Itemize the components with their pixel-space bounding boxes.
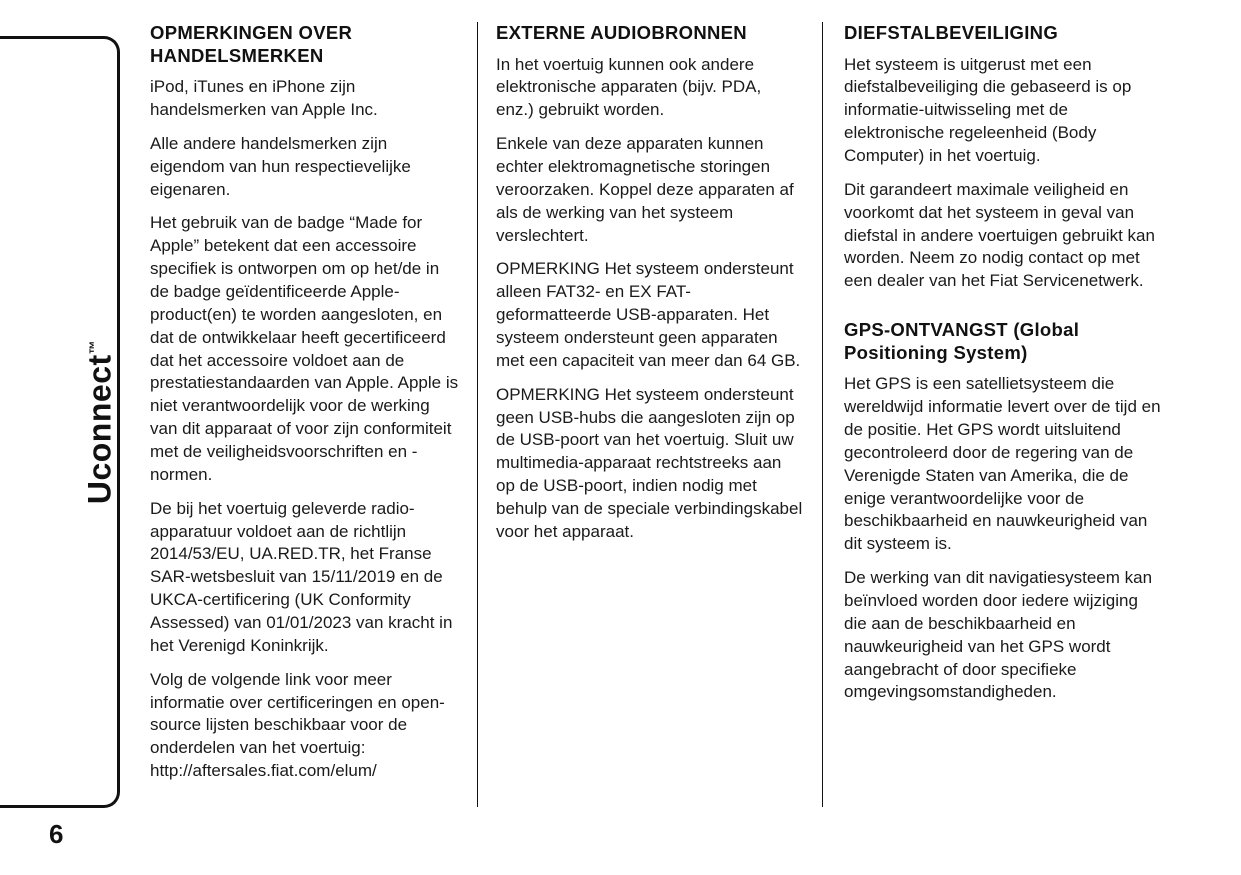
content-column-1 bbox=[150, 22, 460, 783]
paragraph: De bij het voertuig geleverde radio-apparatuur voldoet aan de richtlijn 2014/53/EU, UA.RED.TR, het Franse SAR-wetsbesluit van 15/11/2019 en de UKCA-certificering (UK Conformity Assessed) van 01/01/2023 van kracht in het Verenigd Koninkrijk. bbox=[150, 498, 453, 655]
paragraph: Het GPS is een satellietsysteem die wereldwijd informatie levert over de tijd en de positie. Het GPS wordt uitsluitend gecontroleerd door de regering van de Verenigde Staten van Amerika, die de enige verantwoordelijke voor de beschikbaarheid en nauwkeurigheid van dit systeem is. bbox=[844, 374, 1161, 554]
paragraph: Dit garandeert maximale veiligheid en voorkomt dat het systeem in geval van diefstal in andere voertuigen gebruikt kan worden. Neem zo nodig contact op met een dealer van het Fiat Servicenetwerk. bbox=[844, 179, 1155, 291]
paragraph: OPMERKING Het systeem ondersteunt geen USB-hubs die aangesloten zijn op de USB-poort van het voertuig. Sluit uw multimedia-apparaat rechtstreeks aan op de USB-poort, indien nodig met behulp van de speciale verbindingskabel voor het apparaat. bbox=[496, 384, 803, 541]
paragraph: Enkele van deze apparaten kunnen echter elektromagnetische storingen veroorzaken. Koppel deze apparaten af als de werking van het systeem verslechtert. bbox=[496, 134, 794, 245]
paragraph: OPMERKING Het systeem ondersteunt alleen FAT32- en EX FAT-geformatteerde USB-apparaten. Het systeem ondersteunt geen apparaten met een capaciteit van meer dan 64 GB. bbox=[496, 259, 801, 370]
paragraph: In het voertuig kunnen ook andere elektronische apparaten (bijv. PDA, enz.) gebruikt worden. bbox=[496, 54, 762, 120]
section-heading-anti-theft: DIEFSTALBEVEILIGING bbox=[844, 22, 1059, 43]
sidebar-chapter-label bbox=[82, 340, 119, 504]
sidebar-chapter-text: Uconnect bbox=[81, 354, 118, 505]
page-number: 6 bbox=[49, 819, 64, 849]
content-column-2 bbox=[477, 22, 803, 807]
paragraph: Het gebruik van de badge “Made for Apple” betekent dat een accessoire specifiek is ontworpen om op het/de in de badge geïdentificeerde Apple-product(en) te worden aangesloten, en dat de ontwikkelaar heeft gecertificeerd dat het accessoire voldoet aan de prestatiestandaarden van Apple. Apple is niet verantwoordelijk voor de werking van dit apparaat of voor zijn conformiteit met de veiligheidsvoorschriften en -normen. bbox=[150, 213, 459, 484]
section-heading-external-audio-sources: EXTERNE AUDIOBRONNEN bbox=[496, 22, 747, 43]
paragraph: Alle andere handelsmerken zijn eigendom van hun respectievelijke eigenaren. bbox=[150, 133, 411, 199]
sidebar-chapter-tab bbox=[0, 36, 120, 808]
paragraph: De werking van dit navigatiesysteem kan beïnvloed worden door iedere wijziging die aan de beschikbaarheid en nauwkeurigheid van het GPS wordt aangebracht of door specifieke omgevingsomstandigheden. bbox=[844, 568, 1153, 702]
trademark-symbol: ™ bbox=[85, 339, 102, 355]
section-heading-trademarks: OPMERKINGEN OVER HANDELSMERKEN bbox=[150, 22, 353, 66]
section-heading-gps-reception: GPS-ONTVANGST (Global Positioning System) bbox=[844, 319, 1080, 363]
paragraph: Het systeem is uitgerust met een diefstalbeveiliging die gebaseerd is op informatie-uitwisseling met de elektronische regeleenheid (Body Computer) in het voertuig. bbox=[844, 54, 1132, 165]
content-column-3 bbox=[822, 22, 1162, 807]
paragraph: Volg de volgende link voor meer informatie over certificeringen en open-source lijsten beschikbaar voor de onderdelen van het voertuig: http://aftersales.fiat.com/elum/ bbox=[150, 669, 445, 781]
paragraph: iPod, iTunes en iPhone zijn handelsmerken van Apple Inc. bbox=[150, 77, 378, 119]
